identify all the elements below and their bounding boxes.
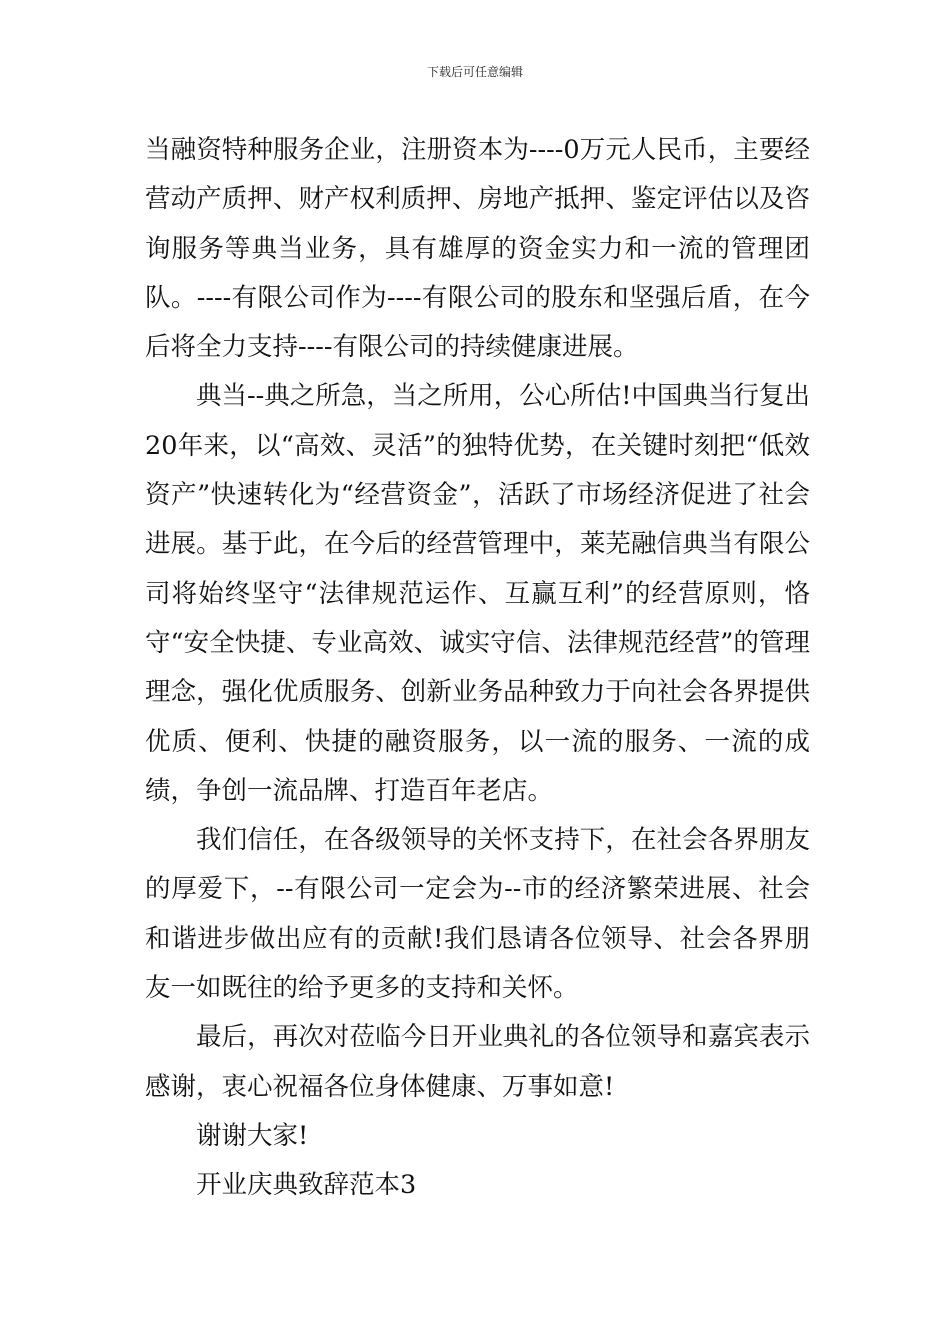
- document-body: [145, 126, 810, 1211]
- paragraph-2: 典当--典之所急，当之所用，公心所估!中国典当行复出20年来，以“高效、灵活”的独特优势，在关键时刻把“低效资产”快速转化为“经营资金”，活跃了市场经济促进了社会进展。基于此，在今后的经营管理中，莱芜融信典当有限公司将始终坚守“法律规范运作、互赢互利”的经营原则，恪守“安全快捷、专业高效、诚实守信、法律规范经营”的管理理念，强化优质服务、创新业务品种致力于向社会各界提供优质、便利、快捷的融资服务，以一流的服务、一流的成绩，争创一流品牌、打造百年老店。: [145, 381, 810, 806]
- paragraph-3: 我们信任，在各级领导的关怀支持下，在社会各界朋友的厚爱下，--有限公司一定会为--市的经济繁荣进展、社会和谐进步做出应有的贡献!我们恳请各位领导、社会各界朋友一如既往的给予更多的支持和关怀。: [145, 825, 810, 1004]
- paragraph-1: 当融资特种服务企业，注册资本为----0万元人民币，主要经营动产质押、财产权利质押、房地产抵押、鉴定评估以及咨询服务等典当业务，具有雄厚的资金实力和一流的管理团队。----有限公司作为----有限公司的股东和坚强后盾，在今后将全力支持----有限公司的持续健康进展。: [145, 135, 810, 363]
- page-header-note: 下载后可任意编辑: [426, 65, 523, 79]
- section-heading: 开业庆典致辞范本3: [196, 1170, 417, 1201]
- paragraph-4: 最后，再次对莅临今日开业典礼的各位领导和嘉宾表示感谢，衷心祝福各位身体健康、万事如意!: [145, 1022, 810, 1102]
- paragraph-thanks: 谢谢大家!: [196, 1120, 309, 1151]
